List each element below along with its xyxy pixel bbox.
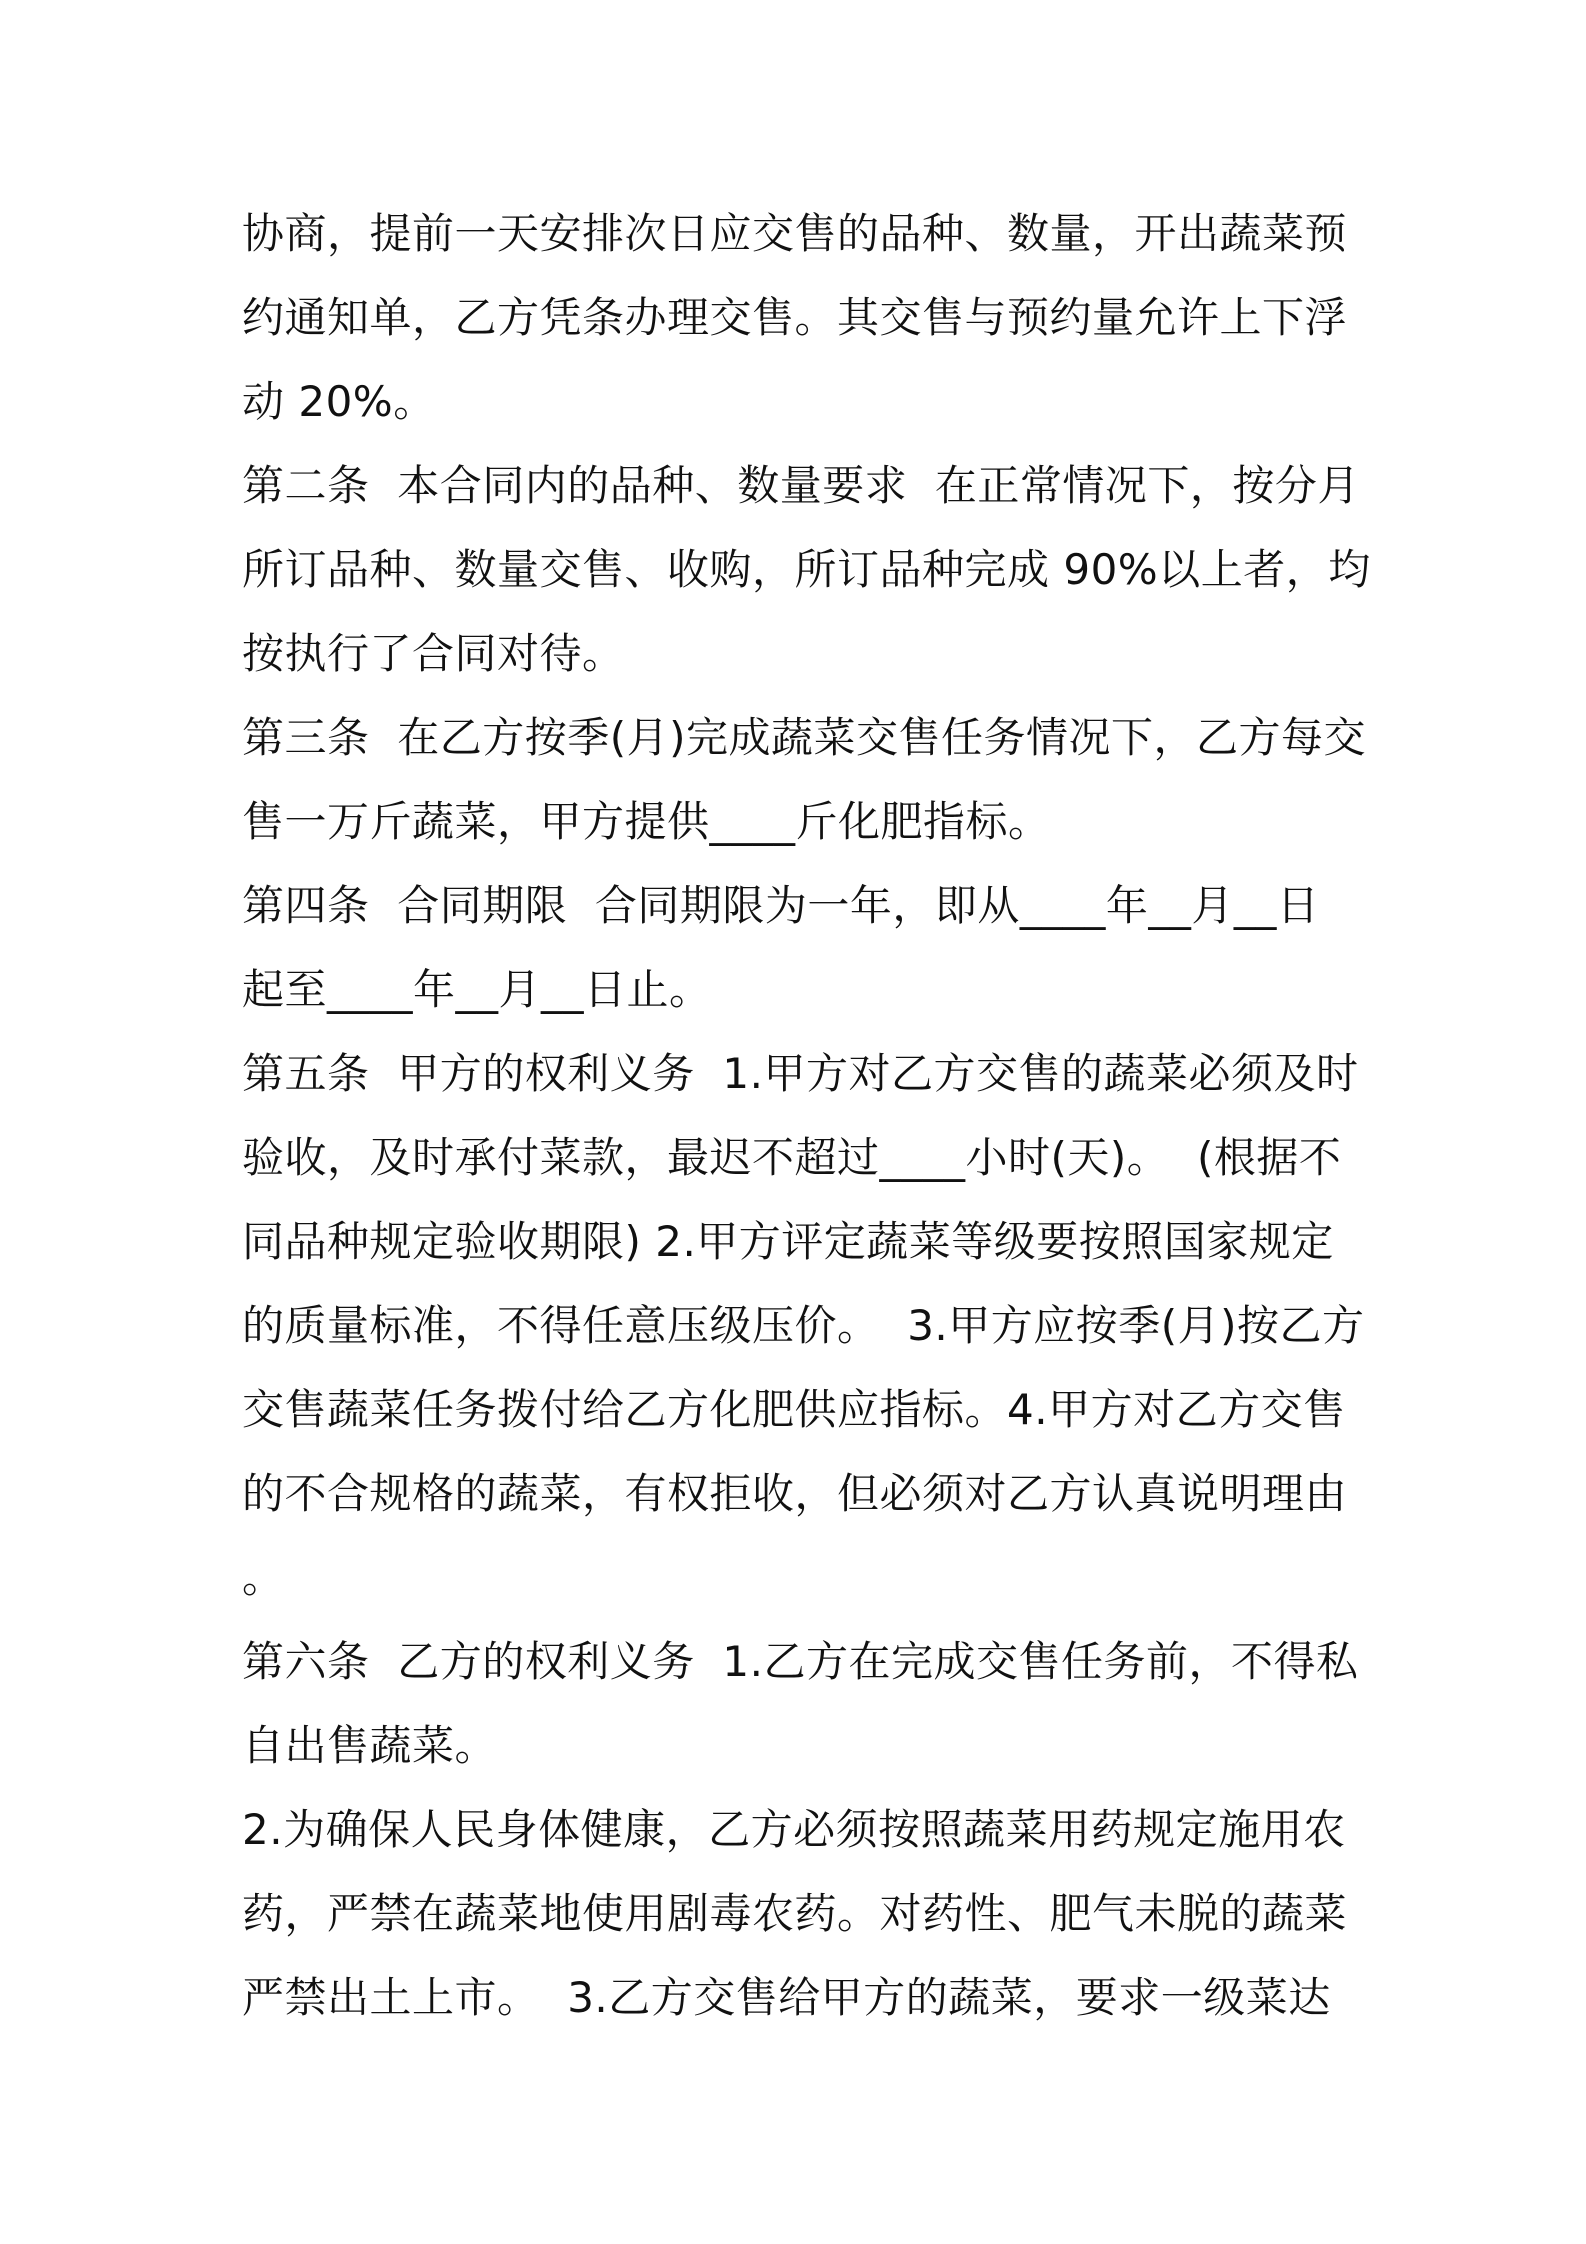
contract-text-body [242,192,1371,2040]
article-4-line: 第四条 合同期限 合同期限为一年，即从____年__月__日 [242,881,1320,930]
text-line: 动 20%。 [242,377,436,426]
text-line: 。 [242,1553,285,1602]
text-line: 2.为确保人民身体健康，乙方必须按照蔬菜用药规定施用农 [242,1805,1346,1854]
text-line: 交售蔬菜任务拨付给乙方化肥供应指标。4.甲方对乙方交售 [242,1385,1346,1434]
text-line: 按执行了合同对待。 [242,629,625,678]
text-line: 所订品种、数量交售、收购，所订品种完成 90%以上者，均 [242,545,1371,594]
text-line: 约通知单，乙方凭条办理交售。其交售与预约量允许上下浮 [242,293,1348,342]
article-5-line: 第五条 甲方的权利义务 1.甲方对乙方交售的蔬菜必须及时 [242,1049,1359,1098]
text-line: 药，严禁在蔬菜地使用剧毒农药。对药性、肥气未脱的蔬菜 [242,1889,1348,1938]
article-6-line: 第六条 乙方的权利义务 1.乙方在完成交售任务前，不得私 [242,1637,1359,1686]
text-line: 自出售蔬菜。 [242,1721,498,1770]
text-line: 严禁出土上市。 3.乙方交售给甲方的蔬菜，要求一级菜达 [242,1973,1331,2022]
text-line: 起至____年__月__日止。 [242,965,712,1014]
text-line: 验收，及时承付菜款，最迟不超过____小时(天)。 (根据不 [242,1133,1342,1182]
text-line: 的不合规格的蔬菜，有权拒收，但必须对乙方认真说明理由 [242,1469,1348,1518]
text-line: 售一万斤蔬菜，甲方提供____斤化肥指标。 [242,797,1051,846]
text-line: 同品种规定验收期限) 2.甲方评定蔬菜等级要按照国家规定 [242,1217,1334,1266]
text-line: 协商，提前一天安排次日应交售的品种、数量，开出蔬菜预 [242,209,1348,258]
text-line: 的质量标准，不得任意压级压价。 3.甲方应按季(月)按乙方 [242,1301,1365,1350]
article-2-line: 第二条 本合同内的品种、数量要求 在正常情况下，按分月 [242,461,1360,510]
article-3-line: 第三条 在乙方按季(月)完成蔬菜交售任务情况下，乙方每交 [242,713,1366,762]
